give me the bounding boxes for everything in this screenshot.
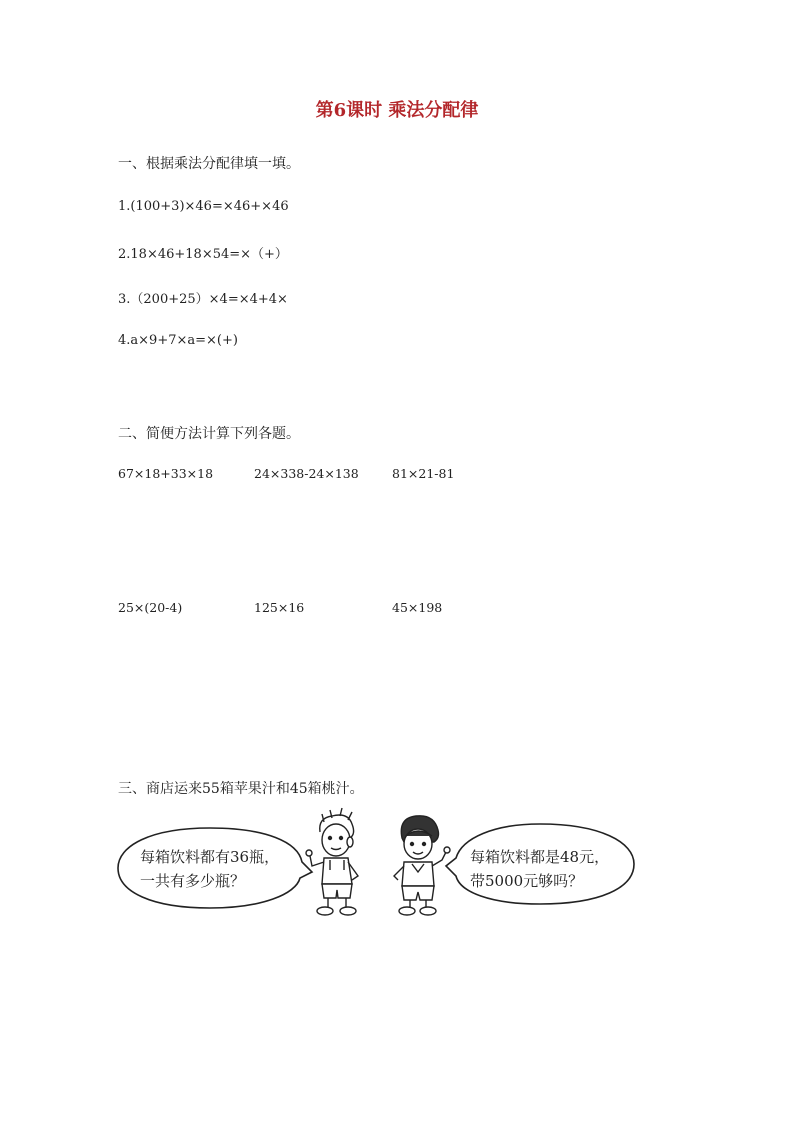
- right-bubble-line-2: 带5000元够吗？: [470, 872, 584, 890]
- boy-left-figure: [306, 808, 358, 915]
- section1-heading: 一、根据乘法分配律填一填。: [118, 156, 300, 172]
- calc-problem-3: 81×21-81: [392, 466, 455, 481]
- page-title: 第6课时 乘法分配律: [315, 100, 479, 121]
- section2-heading: 二、简便方法计算下列各题。: [118, 426, 300, 442]
- section3-heading: 三、商店运来55箱苹果汁和45箱桃汁。: [118, 781, 364, 797]
- section1-item-4: 4.a×9+7×a=×(+): [118, 333, 238, 348]
- section1-item-1: 1.(100+3)×46=×46+×46: [118, 199, 289, 214]
- section1-item-3: 3.（200+25）×4=×4+4×: [118, 292, 288, 307]
- right-bubble-line-1: 每箱饮料都是48元，: [470, 848, 610, 866]
- left-bubble-line-2: 一共有多少瓶？: [140, 872, 246, 890]
- left-bubble-line-1: 每箱饮料都有36瓶，: [140, 848, 280, 866]
- calc-problem-2: 24×338-24×138: [254, 466, 359, 481]
- section1-item-2: 2.18×46+18×54=×（+）: [118, 247, 288, 262]
- calc-problem-4: 25×(20-4): [118, 600, 183, 615]
- calc-problem-1: 67×18+33×18: [118, 466, 214, 481]
- boy-right-figure: [394, 816, 450, 915]
- calc-problem-5: 125×16: [254, 600, 305, 615]
- calc-problem-6: 45×198: [392, 600, 443, 615]
